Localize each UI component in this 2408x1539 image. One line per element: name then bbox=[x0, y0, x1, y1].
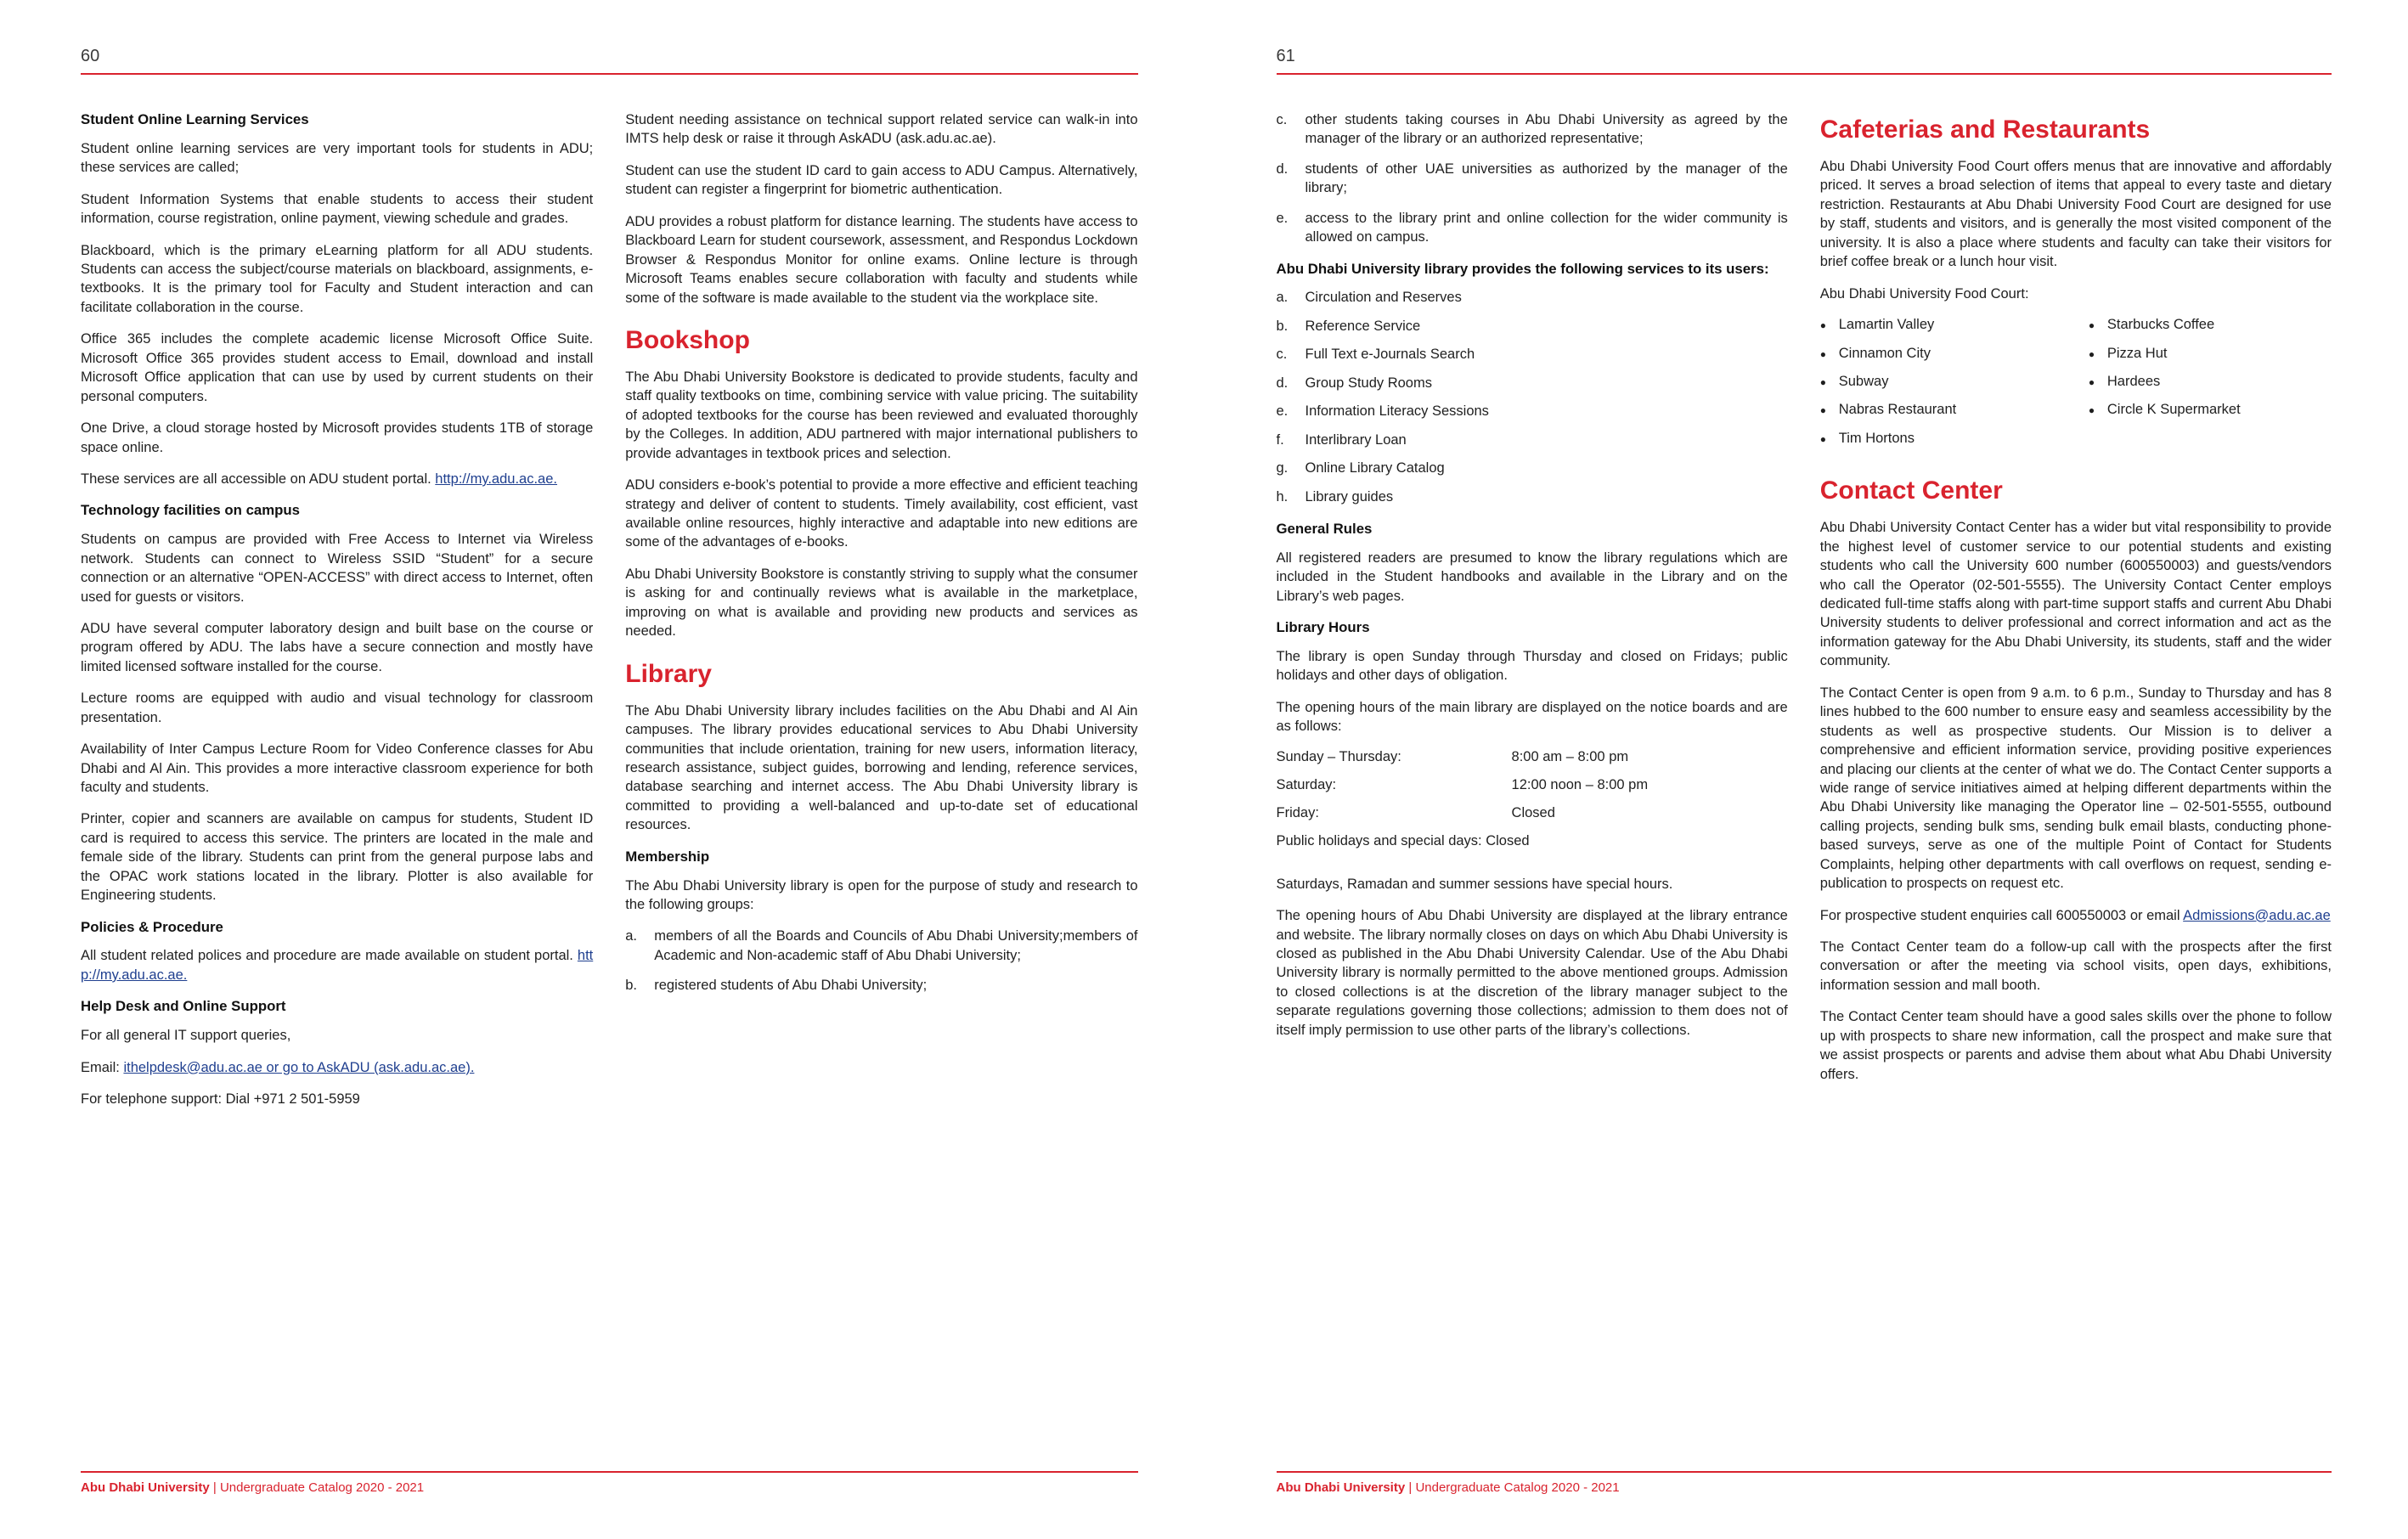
paragraph-text: All student related polices and procedure are made available on student portal. bbox=[81, 948, 578, 964]
heading-bookshop: Bookshop bbox=[625, 325, 750, 354]
list-item bbox=[1277, 374, 1788, 392]
paragraph: One Drive, a cloud storage hosted by Microsoft provides students 1TB of storage space online. bbox=[81, 420, 594, 455]
paragraph: Printer, copier and scanners are available on campus for students, Student ID card is required to access this service. The printers are located in the male and female side of the library. Students can print from the general purpose labs and the OPAC work stations located in the library. Plotter is also available for Engineering students. bbox=[81, 811, 594, 904]
paragraph: Student can use the student ID card to gain access to ADU Campus. Alternatively, student can register a fingerprint for biometric authentication. bbox=[625, 162, 1138, 198]
list-item bbox=[1277, 110, 1788, 149]
paragraph: Student Information Systems that enable students to access their student information, course registration, online payment, viewing schedule and grades. bbox=[81, 191, 594, 227]
paragraph: ADU provides a robust platform for distance learning. The students have access to Blackboard Learn for student coursework, assessment, and Respondus Lockdown Browser & Respondus Monitor for online exams. Online lecture is through Microsoft Teams enables secure collaboration with faculty and students while some of the software is made available to the student via the workplace site. bbox=[625, 213, 1138, 306]
paragraph: For telephone support: Dial +971 2 501-5959 bbox=[81, 1091, 360, 1108]
heading-technology-facilities: Technology facilities on campus bbox=[81, 502, 300, 519]
list-marker: g. bbox=[1276, 460, 1289, 476]
list-text: Library guides bbox=[1305, 488, 1394, 505]
list-marker: h. bbox=[1276, 488, 1289, 505]
list-item bbox=[625, 976, 1137, 995]
list-item: ● Pizza Hut bbox=[2089, 345, 2332, 363]
left-column-2 bbox=[625, 110, 1137, 1122]
library-hours-table bbox=[1277, 749, 1788, 861]
heading-membership: Membership bbox=[625, 848, 710, 865]
library-services-list bbox=[1277, 288, 1788, 506]
membership-groups-continued bbox=[1277, 110, 1788, 247]
list-text: students of other UAE universities as authorized by the manager of the library; bbox=[1305, 161, 1788, 196]
list-text: Group Study Rooms bbox=[1305, 375, 1432, 391]
list-item: ● Circle K Supermarket bbox=[2089, 401, 2332, 419]
paragraph: Abu Dhabi University Food Court offers menus that are innovative and affordably priced. It serves a broad selection of items that appeal to every taste and dietary restriction. Restaurants at Abu Dhabi University Food Court are designed for use by staff, students and visitors, and is generally the most visited component of the university. It is also a place where students and faculty can take their visitors for brief coffee break or a lunch hour visit. bbox=[1819, 159, 2332, 270]
list-marker: e. bbox=[1276, 210, 1289, 226]
admissions-email-link[interactable]: Admissions@adu.ac.ae bbox=[2183, 907, 2331, 923]
list-marker: e. bbox=[1276, 403, 1289, 420]
left-page-columns bbox=[81, 110, 1138, 1122]
table-row bbox=[1277, 833, 1788, 861]
paragraph: Availability of Inter Campus Lecture Room for Video Conference classes for Abu Dhabi and Al Ain. This provides a more interactive classroom experience for both faculty and students. bbox=[81, 741, 594, 796]
list-marker: c. bbox=[1276, 112, 1288, 127]
list-marker: d. bbox=[1276, 375, 1289, 391]
hours-value: Closed bbox=[1511, 804, 1555, 820]
food-court-list bbox=[1820, 316, 2332, 458]
paragraph: For all general IT support queries, bbox=[81, 1028, 291, 1044]
right-column-2 bbox=[1820, 110, 2332, 1096]
paragraph: Blackboard, which is the primary eLearning platform for all ADU students. Students can access the subject/course materials on blackboard, assignments, e-textbooks. It is the primary tool for Faculty and Student interaction and can facilitate collaboration in the course. bbox=[81, 242, 594, 315]
heading-policies-procedure: Policies & Procedure bbox=[81, 918, 223, 935]
list-text: Full Text e-Journals Search bbox=[1305, 347, 1475, 363]
paragraph-with-link bbox=[1820, 906, 2332, 925]
list-text: members of all the Boards and Councils of Abu Dhabi University;members of Academic and Non-academic staff of Abu Dhabi University; bbox=[654, 928, 1138, 963]
hours-value: 8:00 am – 8:00 pm bbox=[1511, 748, 1629, 764]
list-marker: f. bbox=[1276, 431, 1284, 448]
paragraph-with-link bbox=[81, 946, 593, 984]
list-item: ● Nabras Restaurant bbox=[1820, 401, 2063, 419]
hours-label: Sunday – Thursday: bbox=[1276, 748, 1401, 764]
paragraph: The Contact Center is open from 9 a.m. to 6 p.m., Sunday to Thursday and has 8 lines hubbed to the 600 number to ensure easy and seamless accessibility by the students as well as prospective students. Our Mission is to deliver a comprehensive and efficient information service, providing positive experiences and placing our clients at the center of what we do. The Contact Center supports a wide range of service initiatives aimed at helping different departments within the Abu Dhabi University like managing the Operator line – 02-501-5555, outbound calling projects, sending bulk sms, sending bulk email blasts, conducting phone-based surveys, serve as one of the multiple Point of Contact for Students Complaints, helping other departments with call overflows on request, sending e-publication to prospects on request etc. bbox=[1819, 685, 2332, 892]
page-number-left: 60 bbox=[81, 47, 1138, 75]
footer-university: Abu Dhabi University bbox=[1276, 1480, 1406, 1495]
list-item: ● Starbucks Coffee bbox=[2089, 316, 2332, 334]
paragraph: ADU considers e-book’s potential to provide a more effective and efficient teaching strategy and deliver of content to students. Timely availability, cost efficient, vast available online resources, highly interactive and adaptable into new editions are some of the advantages of e-books. bbox=[625, 477, 1138, 550]
paragraph: The Contact Center team do a follow-up call with the prospects after the first conversation or after the meeting via school visits, open days, exhibitions, information session and mall booth. bbox=[1819, 939, 2332, 993]
footer-separator: | bbox=[209, 1480, 220, 1495]
membership-groups-list bbox=[625, 927, 1137, 995]
list-item bbox=[1277, 402, 1788, 420]
heading-library-services: Abu Dhabi University library provides the following services to its users: bbox=[1276, 260, 1769, 277]
food-court-label: Abu Dhabi University Food Court: bbox=[1819, 285, 2029, 302]
paragraph: Lecture rooms are equipped with audio and visual technology for classroom presentation. bbox=[81, 691, 594, 725]
paragraph: The Abu Dhabi University library includes facilities on the Abu Dhabi and Al Ain campuses. The library provides educational services to Abu Dhabi University communities that include orientation, training for new users, information literacy, research assistance, subject guides, borrowing and lending, reference services, database searching and internet access. The Abu Dhabi University library is committed to providing a well-balanced and up-to-date set of educational resources. bbox=[625, 702, 1138, 833]
list-item bbox=[1277, 459, 1788, 477]
right-column-1 bbox=[1277, 110, 1788, 1096]
paragraph: Abu Dhabi University Contact Center has a wider but vital responsibility to provide the highest level of customer service to our potential students and existing students who call the University 600 number (600550003) and guests/vendors who call the Operator (02-501-5555). The University Contact Center employs dedicated full-time staffs along with part-time support staffs and current Abu Dhabi University students to deliver professional and correct information and act as the information gateway for the Abu Dhabi University, its students, staff and the wider community. bbox=[1819, 520, 2332, 669]
list-item bbox=[1277, 431, 1788, 449]
page-right bbox=[1204, 0, 2408, 1539]
list-text: registered students of Abu Dhabi University; bbox=[654, 978, 928, 994]
list-item bbox=[1277, 288, 1788, 307]
helpdesk-email-link[interactable]: ithelpdesk@adu.ac.ae or go to AskADU (ask.adu.ac.ae). bbox=[123, 1059, 475, 1075]
list-marker: b. bbox=[625, 978, 638, 994]
list-text: Circulation and Reserves bbox=[1305, 290, 1462, 306]
table-row bbox=[1277, 749, 1788, 777]
list-marker: a. bbox=[1276, 290, 1289, 306]
list-text: access to the library print and online collection for the wider community is allowed on campus. bbox=[1305, 210, 1788, 245]
list-item bbox=[1277, 160, 1788, 198]
list-text: other students taking courses in Abu Dhabi University as agreed by the manager of the library or an authorized representative; bbox=[1305, 112, 1788, 147]
paragraph: Saturdays, Ramadan and summer sessions have special hours. bbox=[1276, 876, 1673, 892]
hours-label: Public holidays and special days: Closed bbox=[1276, 832, 1530, 848]
heading-cafeterias-restaurants: Cafeterias and Restaurants bbox=[1819, 116, 2151, 144]
paragraph: Student needing assistance on technical support related service can walk-in into IMTS help desk or raise it through AskADU (ask.adu.ac.ae). bbox=[625, 112, 1138, 147]
footer-catalog: Undergraduate Catalog 2020 - 2021 bbox=[219, 1480, 425, 1495]
list-text: Information Literacy Sessions bbox=[1305, 403, 1489, 420]
food-court-column-right bbox=[2089, 316, 2332, 458]
paragraph: The Contact Center team should have a good sales skills over the phone to follow up with prospects to share new information, call the prospect and make sure that we assist prospects or parents and advise them about what Abu Dhabi University offers. bbox=[1819, 1009, 2332, 1082]
paragraph: The opening hours of Abu Dhabi University are displayed at the library entrance and website. The library normally closes on days on which Abu Dhabi University is closed as published in the Abu Dhabi University Calendar. Use of the Abu Dhabi University library is normally permitted to the above mentioned groups. Admission to closed collections is at the discretion of the library manager subject to the separate regulations governing those collections; admission to them does not of itself imply permission to use other parts of the library’s collections. bbox=[1276, 908, 1788, 1038]
paragraph: Students on campus are provided with Free Access to Internet via Wireless network. Students can connect to Wireless SSID “Student” for a secure connection or an alternative “OPEN-ACCESS” with direct access to Internet, often used for guests or visitors. bbox=[81, 532, 594, 605]
list-item: ● Subway bbox=[1820, 373, 2063, 391]
heading-general-rules: General Rules bbox=[1276, 520, 1373, 537]
list-marker: c. bbox=[1276, 347, 1288, 363]
food-court-column-left bbox=[1820, 316, 2063, 458]
footer-right bbox=[1277, 1471, 2332, 1495]
right-page-columns bbox=[1277, 110, 2332, 1096]
list-item: ● Cinnamon City bbox=[1820, 345, 2063, 363]
footer-university: Abu Dhabi University bbox=[81, 1480, 210, 1495]
student-portal-link-2[interactable]: http://my.adu.ac.ae. bbox=[81, 948, 594, 983]
list-text: Interlibrary Loan bbox=[1305, 431, 1407, 448]
paragraph: Student online learning services are very important tools for students in ADU; these services are called; bbox=[81, 140, 594, 176]
hours-label: Saturday: bbox=[1276, 776, 1337, 792]
paragraph-with-link bbox=[81, 1058, 593, 1077]
footer-separator: | bbox=[1405, 1480, 1416, 1495]
paragraph: The Abu Dhabi University library is open for the purpose of study and research to the following groups: bbox=[625, 877, 1138, 912]
list-marker: b. bbox=[1276, 318, 1289, 334]
table-row bbox=[1277, 777, 1788, 805]
list-text: Online Library Catalog bbox=[1305, 460, 1445, 476]
paragraph-text: These services are all accessible on ADU student portal. bbox=[81, 471, 436, 487]
list-item bbox=[1277, 209, 1788, 247]
list-item: ● Tim Hortons bbox=[1820, 430, 2063, 448]
list-marker: d. bbox=[1276, 161, 1289, 177]
heading-contact-center: Contact Center bbox=[1819, 476, 2003, 505]
hours-label: Friday: bbox=[1276, 804, 1319, 820]
heading-student-online-learning-services: Student Online Learning Services bbox=[81, 111, 309, 127]
table-row bbox=[1277, 805, 1788, 833]
paragraph: ADU have several computer laboratory design and built base on the course or program offered by ADU. The labs have a secure connection and mostly have limited licensed software installed for the course. bbox=[81, 620, 594, 674]
paragraph: The opening hours of the main library are displayed on the notice boards and are as follows: bbox=[1276, 699, 1788, 735]
list-item bbox=[625, 927, 1137, 965]
paragraph-text: For prospective student enquiries call 600550003 or email bbox=[1819, 907, 2184, 923]
list-marker: a. bbox=[625, 928, 638, 944]
heading-library-hours: Library Hours bbox=[1276, 619, 1370, 636]
page-number-right: 61 bbox=[1277, 47, 2332, 75]
list-item: ● Lamartin Valley bbox=[1820, 316, 2063, 334]
list-item: ● Hardees bbox=[2089, 373, 2332, 391]
paragraph-with-link bbox=[81, 470, 593, 488]
paragraph: The Abu Dhabi University Bookstore is dedicated to provide students, faculty and staff quality textbooks on time, combining service with value pricing. The suitability of adopted textbooks for the course has been reviewed and evaluated thoroughly by the Colleges. In addition, ADU partnered with major international publishers to provide advantages in textbook prices and selection. bbox=[625, 369, 1138, 461]
list-item bbox=[1277, 488, 1788, 506]
hours-value: 12:00 noon – 8:00 pm bbox=[1511, 776, 1649, 792]
footer-catalog: Undergraduate Catalog 2020 - 2021 bbox=[1415, 1480, 1620, 1495]
student-portal-link[interactable]: http://my.adu.ac.ae. bbox=[435, 471, 557, 487]
footer-left bbox=[81, 1471, 1138, 1495]
paragraph: All registered readers are presumed to know the library regulations which are included in the Student handbooks and available in the Library and on the Library’s web pages. bbox=[1276, 550, 1788, 604]
list-item bbox=[1277, 317, 1788, 335]
heading-library: Library bbox=[625, 659, 712, 688]
heading-help-desk: Help Desk and Online Support bbox=[81, 998, 286, 1015]
paragraph: Office 365 includes the complete academic license Microsoft Office Suite. Microsoft Office 365 provides student access to Email, download and install Microsoft Office application that can use by used by current students on their personal computers. bbox=[81, 331, 594, 404]
list-item bbox=[1277, 345, 1788, 364]
paragraph: The library is open Sunday through Thursday and closed on Fridays; public holidays and other days of obligation. bbox=[1276, 648, 1788, 684]
left-column-1 bbox=[81, 110, 593, 1122]
paragraph: Abu Dhabi University Bookstore is constantly striving to supply what the consumer is asking for and continually reviews what is available in the marketplace, improving on what is available and providing new products and services as needed. bbox=[625, 566, 1138, 640]
list-text: Reference Service bbox=[1305, 318, 1421, 334]
email-label: Email: bbox=[81, 1059, 124, 1075]
